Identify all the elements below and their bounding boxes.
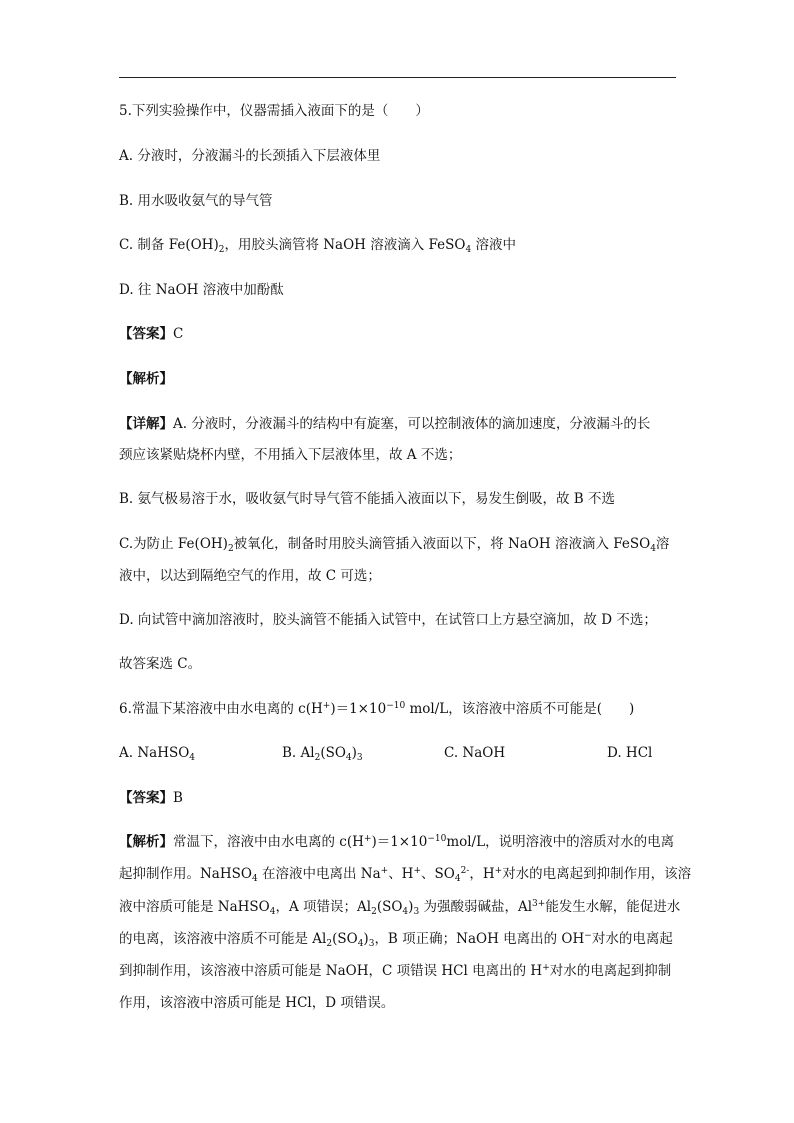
- q5-stem: 5.下列实验操作中，仪器需插入液面下的是（ ）: [119, 103, 429, 119]
- q6-analysis-line4: 的电离，该溶液中溶质不可能是 $Al_2(SO_4)_3$，B 项正确；NaOH 电离出的 OH−对水的电离起: [119, 931, 673, 949]
- q6-analysis-line2: 起抑制作用。NaHSO$_4$ 在溶液中电离出 Na+、H+、$SO_4^{2-}$，H+对水的电离起到抑制作用，该溶: [119, 866, 692, 884]
- q6-analysis-line1: 【解析】常温下，溶液中由水电离的 $c(H^+)=1\times 10^{-10}mol/L$，说明溶液中的溶质对水的电离: [119, 834, 675, 850]
- q5-conclusion: 故答案选 C。: [119, 656, 202, 672]
- answer-label: 【答案】: [119, 790, 173, 806]
- q5-detail-b: B. 氨气极易溶于水，吸收氨气时导气管不能插入液面以下，易发生倒吸，故 B 不选: [119, 491, 616, 507]
- q6-analysis-line6: 作用，该溶液中溶质可能是 HCl，D 项错误。: [119, 995, 395, 1011]
- q5-option-c: C. 制备 $Fe(OH)_2$，用胶头滴管将 NaOH 溶液滴入 FeSO$_4$ 溶液中: [119, 237, 516, 255]
- q6-option-a: A. NaHSO$_4$: [119, 745, 196, 763]
- q5-detail-c-line1: C.为防止 $Fe(OH)_2$被氧化，制备时用胶头滴管插入液面以下，将 NaOH 溶液滴入 FeSO$_4$溶: [119, 536, 670, 554]
- answer-value: C: [173, 326, 184, 342]
- q5-option-d: D. 往 NaOH 溶液中加酚酞: [119, 282, 284, 298]
- q6-option-d: D. HCl: [607, 745, 653, 761]
- answer-label: 【答案】: [119, 326, 173, 342]
- q6-option-c: C. NaOH: [444, 745, 506, 761]
- q5-answer: [119, 326, 183, 342]
- q5-analysis-label: 【解析】: [119, 371, 173, 387]
- q5-option-b: B. 用水吸收氨气的导气管: [119, 193, 273, 209]
- q5-detail-c-line2: 液中，以达到隔绝空气的作用，故 C 可选；: [119, 568, 381, 584]
- q5-option-a: A. 分液时，分液漏斗的长颈插入下层液体里: [119, 148, 381, 164]
- q5-detail-a-line2: 颈应该紧贴烧杯内壁，不用插入下层液体里，故 A 不选；: [119, 447, 462, 463]
- q6-stem: 6.常温下某溶液中由水电离的 $c(H^+)=1\times 10^{-10}$ mol/L，该溶液中溶质不可能是( ): [119, 701, 635, 717]
- q6-analysis-line3: 液中溶质可能是 NaHSO$_4$，A 项错误；$Al_2(SO_4)_3$ 为强酸弱碱盐，$Al^{3+}$能发生水解，能促进水: [119, 899, 681, 917]
- q6-option-b: B. $Al_2(SO_4)_3$: [282, 745, 363, 763]
- q5-detail-d: D. 向试管中滴加溶液时，胶头滴管不能插入试管中，在试管口上方悬空滴加，故 D 不选；: [119, 612, 657, 628]
- q6-analysis-line5: 到抑制作用，该溶液中溶质可能是 NaOH，C 项错误 HCl 电离出的 H+对水的电离起到抑制: [119, 963, 672, 979]
- q5-detail-a-line1: 【详解】A. 分液时，分液漏斗的结构中有旋塞，可以控制液体的滴加速度，分液漏斗的长: [119, 416, 651, 432]
- header-rule: [119, 77, 676, 78]
- answer-value: B: [173, 790, 183, 806]
- detail-label: 【详解】: [119, 416, 173, 432]
- q6-answer: [119, 790, 183, 806]
- analysis-label: 【解析】: [119, 834, 173, 850]
